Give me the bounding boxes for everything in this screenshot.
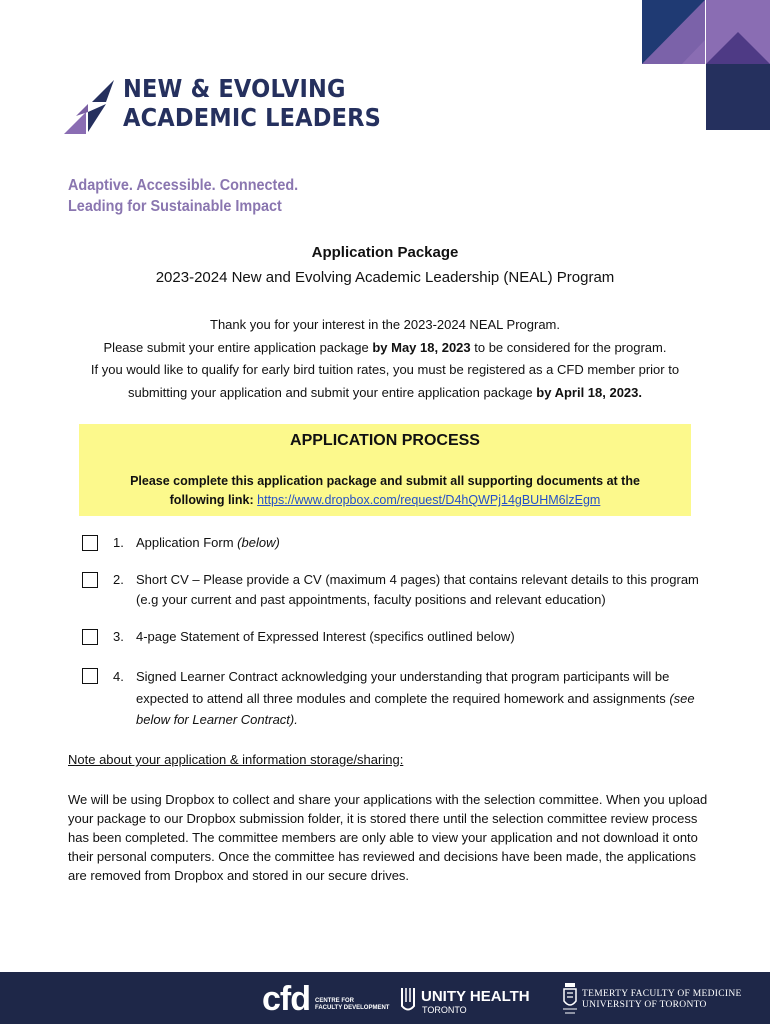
intro-line2: Please submit your entire application package by May 18, 2023 to be considered for the program. [103,339,667,355]
page-title: Application Package [311,244,459,261]
checkbox[interactable] [82,629,98,645]
note-heading: Note about your application & information storage/sharing: [68,752,404,767]
process-text: Please complete this application package and submit all supporting documents at the following link: https://www.dropbox.com/request/D4hQWPj14gBUHM6lzEgm [130,474,640,507]
cfd-logo: cfd [262,980,310,1018]
application-process-box [79,424,691,516]
temerty-logo: TEMERTY FACULTY OF MEDICINE UNIVERSITY OF TORONTO [582,989,742,1010]
tagline-line1: Adaptive. Accessible. Connected. [68,177,299,194]
unity-health-logo: UNITY HEALTH [421,988,530,1005]
logo-line1: NEW & EVOLVING [123,74,346,103]
logo-line2: ACADEMIC LEADERS [123,103,382,132]
unity-health-sub: TORONTO [422,1005,467,1015]
note-body: We will be using Dropbox to collect and share your applications with the selection committee. When you upload your package to our Dropbox submission folder, it is stored there until the selection committee review process has been completed. The committee members are only able to view your application and not download it onto their personal computers. Once the committee has reviewed and decisions have been made, the applications are removed from Dropbox and stored in our secure drives. [68,792,708,883]
intro-line3: If you would like to qualify for early bird tuition rates, you must be registered as a CFD member prior to [90,362,680,377]
footer [0,972,770,1024]
cfd-logo-text: CENTRE FOR FACULTY DEVELOPMENT [315,998,390,1011]
intro-line1: Thank you for your interest in the 2023-2024 NEAL Program. [210,317,560,332]
checkbox[interactable] [82,572,98,588]
tagline-line2: Leading for Sustainable Impact [68,198,282,215]
intro-line4: submitting your application and submit your entire application package by April 18, 2023. [127,384,643,400]
page-subtitle: 2023-2024 New and Evolving Academic Leadership (NEAL) Program [155,269,615,286]
process-title: APPLICATION PROCESS [290,432,480,449]
neal-logo-mark [62,78,114,134]
corner-decoration [642,0,770,130]
dropbox-link[interactable]: https://www.dropbox.com/request/D4hQWPj14gBUHM6lzEgm [257,493,601,507]
intro-paragraph [40,314,730,404]
neal-logo [62,74,382,136]
checkbox[interactable] [82,668,98,684]
unity-health-icon [399,986,417,1014]
tagline [68,175,316,217]
checkbox[interactable] [82,535,98,551]
uoft-crest-icon [562,981,578,1015]
